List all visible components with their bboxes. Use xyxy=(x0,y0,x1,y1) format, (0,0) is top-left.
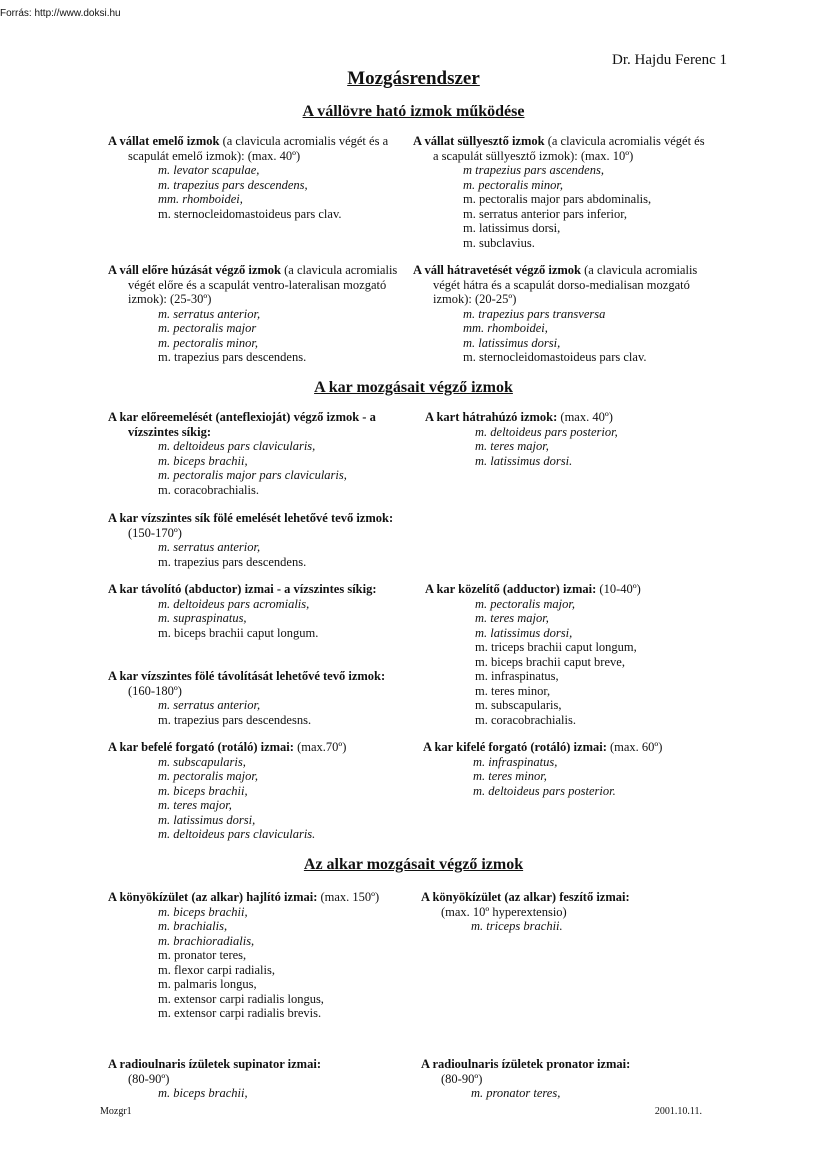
muscle-item: m. teres minor, xyxy=(473,769,547,783)
block-heading-range: (a clavicula acromialis végét hátra és a scapulát dorso-medialisan mozgató izmok): (20-25º) xyxy=(433,263,698,306)
muscle-item: m. coracobrachialis. xyxy=(475,712,576,727)
block-heading-range: (max.70º) xyxy=(293,740,347,754)
muscle-item: m trapezius pars ascendens, xyxy=(463,163,604,177)
muscle-item: m. extensor carpi radialis longus, xyxy=(158,991,324,1006)
block-heading-range: (max. 150º) xyxy=(317,890,380,904)
block-heading xyxy=(108,740,414,755)
muscle-item: m. sternocleidomastoideus pars clav. xyxy=(158,206,342,221)
muscle-item: m. teres major, xyxy=(475,439,549,453)
muscle-item: m. subscapularis, xyxy=(158,754,246,769)
muscle-item: m. subclavius. xyxy=(463,235,535,250)
muscle-item: m. deltoideus pars acromialis, xyxy=(158,596,310,611)
block-heading xyxy=(108,263,400,307)
muscle-item: m. trapezius pars descendens. xyxy=(158,554,307,569)
page-title: Mozgásrendszer xyxy=(347,68,480,89)
muscle-item: m. brachialis, xyxy=(158,919,228,933)
block-heading xyxy=(108,511,414,540)
muscle-item: m. deltoideus pars clavicularis. xyxy=(158,827,316,841)
block-heading xyxy=(413,263,713,307)
block-heading xyxy=(108,410,414,439)
muscle-item: m. pectoralis major xyxy=(158,321,257,335)
block-heading-bold: A kar vízszintes fölé távolítását lehetővé tevő izmok: xyxy=(108,669,386,683)
block-heading-bold: A könyökízület (az alkar) hajlító izmai: xyxy=(108,890,318,904)
muscle-item: m. flexor carpi radialis, xyxy=(158,962,275,977)
muscle-item: m. pectoralis major, xyxy=(158,769,258,783)
muscle-item: m. pronator teres, xyxy=(471,1086,561,1100)
block-shoulder-depressors xyxy=(413,134,713,250)
block-heading-bold: A kar távolító (abductor) izmai - a vízszintes síkig: xyxy=(108,582,377,596)
footer-left: Mozgr1 xyxy=(100,1106,132,1117)
muscle-item: m. latissimus dorsi, xyxy=(463,221,561,235)
muscle-item: m. palmaris longus, xyxy=(158,977,257,991)
muscle-item: m. biceps brachii, xyxy=(158,783,248,798)
muscle-item: m. serratus anterior, xyxy=(158,698,261,712)
muscle-item: m. serratus anterior pars inferior, xyxy=(463,206,628,221)
section-heading-forearm: Az alkar mozgásait végző izmok xyxy=(303,856,524,873)
muscle-item: m. subscapularis, xyxy=(475,698,562,712)
block-arm-adductors xyxy=(425,582,725,727)
muscle-item: m. sternocleidomastoideus pars clav. xyxy=(463,350,647,364)
block-heading-bold: A váll hátravetését végző izmok xyxy=(413,263,582,277)
muscle-item: m. trapezius pars descendens. xyxy=(158,350,307,364)
block-arm-anteflexion xyxy=(108,410,414,497)
block-heading xyxy=(425,582,725,597)
block-heading xyxy=(425,410,725,425)
muscle-item: m. trapezius pars transversa xyxy=(463,306,606,321)
block-heading xyxy=(421,890,721,905)
block-arm-abductors xyxy=(108,582,414,640)
block-arm-abduction-above xyxy=(108,669,414,727)
muscle-item: mm. rhomboidei, xyxy=(158,192,243,206)
block-arm-internal-rotators xyxy=(108,740,414,842)
muscle-item: m. biceps brachii, xyxy=(158,453,248,468)
muscle-item: m. supraspinatus, xyxy=(158,611,247,625)
block-heading-bold: A radioulnaris ízületek pronator izmai: xyxy=(421,1057,631,1071)
muscle-item: m. latissimus dorsi. xyxy=(475,453,573,468)
block-heading xyxy=(108,582,414,597)
muscle-item: m. latissimus dorsi, xyxy=(463,335,561,350)
muscle-item: m. teres minor, xyxy=(475,683,551,698)
block-range: (max. 10º hyperextensio) xyxy=(441,904,567,919)
block-shoulder-retractors xyxy=(413,263,713,365)
block-elbow-flexors xyxy=(108,890,400,1021)
muscle-item: m. trapezius pars descendesns. xyxy=(158,712,312,727)
muscle-item: m. coracobrachialis. xyxy=(158,482,259,497)
source-note: Forrás: http://www.doksi.hu xyxy=(0,8,121,19)
block-heading xyxy=(413,134,713,163)
block-heading-range: (160-180º) xyxy=(128,683,182,698)
block-heading-bold: A vállat emelő izmok xyxy=(108,134,220,148)
muscle-item: m. teres major, xyxy=(158,798,232,812)
section-heading-shoulder: A vállövre ható izmok működése xyxy=(302,103,525,120)
block-heading xyxy=(108,669,414,698)
muscle-item: m. pectoralis minor, xyxy=(158,335,258,350)
muscle-item: m. trapezius pars descendens, xyxy=(158,177,308,192)
block-shoulder-elevators xyxy=(108,134,400,221)
block-heading-bold: A kar kifelé forgató (rotáló) izmai: xyxy=(423,740,607,754)
block-heading xyxy=(423,740,723,755)
block-heading-bold: A kar előreemelését (anteflexioját) végző izmok - a vízszintes síkig: xyxy=(108,410,376,439)
muscle-item: m. deltoideus pars posterior, xyxy=(475,424,618,439)
block-heading-bold: A kar befelé forgató (rotáló) izmai: xyxy=(108,740,294,754)
muscle-item: m. extensor carpi radialis brevis. xyxy=(158,1006,322,1020)
muscle-item: m. infraspinatus, xyxy=(475,669,559,683)
block-heading xyxy=(108,1057,400,1072)
muscle-item: m. pectoralis major pars clavicularis, xyxy=(158,468,347,482)
muscle-item: m. biceps brachii, xyxy=(158,1086,248,1100)
block-heading-bold: A kar közelítő (adductor) izmai: xyxy=(425,582,597,596)
muscle-item: m. latissimus dorsi, xyxy=(475,625,573,640)
muscle-item: m. teres major, xyxy=(475,611,549,625)
muscle-item: mm. rhomboidei, xyxy=(463,321,548,335)
muscle-item: m. biceps brachii, xyxy=(158,904,248,919)
block-heading-bold: A váll előre húzását végző izmok xyxy=(108,263,282,277)
block-heading-bold: A kart hátrahúzó izmok: xyxy=(425,410,558,424)
block-heading xyxy=(108,134,400,163)
block-heading-bold: A vállat süllyesztő izmok xyxy=(413,134,545,148)
muscle-item: m. triceps brachii. xyxy=(471,919,563,933)
block-arm-retraction xyxy=(425,410,725,468)
block-heading-range: (max. 60º) xyxy=(606,740,663,754)
muscle-item: m. pectoralis major pars abdominalis, xyxy=(463,192,652,206)
block-elbow-extensors xyxy=(421,890,721,934)
muscle-item: m. latissimus dorsi, xyxy=(158,812,256,827)
muscle-item: m. biceps brachii caput breve, xyxy=(475,654,625,669)
muscle-item: m. pectoralis major, xyxy=(475,596,575,611)
block-heading-bold: A kar vízszintes sík fölé emelését lehetővé tevő izmok: xyxy=(108,511,394,525)
muscle-item: m. brachioradialis, xyxy=(158,933,255,948)
block-heading-bold: A könyökízület (az alkar) feszítő izmai: xyxy=(421,890,630,904)
block-heading xyxy=(421,1057,721,1072)
muscle-item: m. deltoideus pars clavicularis, xyxy=(158,439,316,453)
block-heading-bold: A radioulnaris ízületek supinator izmai: xyxy=(108,1057,321,1071)
block-heading xyxy=(108,890,400,905)
muscle-item: m. pectoralis minor, xyxy=(463,177,563,192)
block-arm-elevation xyxy=(108,511,414,569)
muscle-item: m. biceps brachii caput longum. xyxy=(158,625,319,640)
block-heading-range: (a clavicula acromialis végét és a scapulát süllyesztő izmok): (max. 10º) xyxy=(433,134,705,163)
block-arm-external-rotators xyxy=(423,740,723,798)
block-heading-range: (150-170º) xyxy=(128,525,182,540)
block-range: (80-90º) xyxy=(128,1071,170,1086)
author-page: Dr. Hajdu Ferenc 1 xyxy=(612,52,727,68)
muscle-item: m. pronator teres, xyxy=(158,948,247,962)
muscle-item: m. triceps brachii caput longum, xyxy=(475,640,637,654)
muscle-item: m. levator scapulae, xyxy=(158,163,260,177)
block-heading-range: (max. 40º) xyxy=(557,410,613,424)
block-shoulder-protractors xyxy=(108,263,400,365)
muscle-item: m. serratus anterior, xyxy=(158,306,261,321)
block-supinators xyxy=(108,1057,400,1101)
block-pronators xyxy=(421,1057,721,1101)
block-heading-range: (a clavicula acromialis végét előre és a scapulát ventro-lateralisan mozgató izmok): (25-30º) xyxy=(128,263,398,306)
footer-date: 2001.10.11. xyxy=(654,1106,702,1117)
muscle-item: m. infraspinatus, xyxy=(473,754,558,769)
muscle-item: m. serratus anterior, xyxy=(158,540,261,554)
block-heading-range: (a clavicula acromialis végét és a scapulát emelő izmok): (max. 40º) xyxy=(128,134,389,163)
muscle-item: m. deltoideus pars posterior. xyxy=(473,783,616,798)
block-heading-range: (10-40º) xyxy=(596,582,641,596)
block-range: (80-90º) xyxy=(441,1071,483,1086)
section-heading-arm: A kar mozgásait végző izmok xyxy=(314,379,513,396)
